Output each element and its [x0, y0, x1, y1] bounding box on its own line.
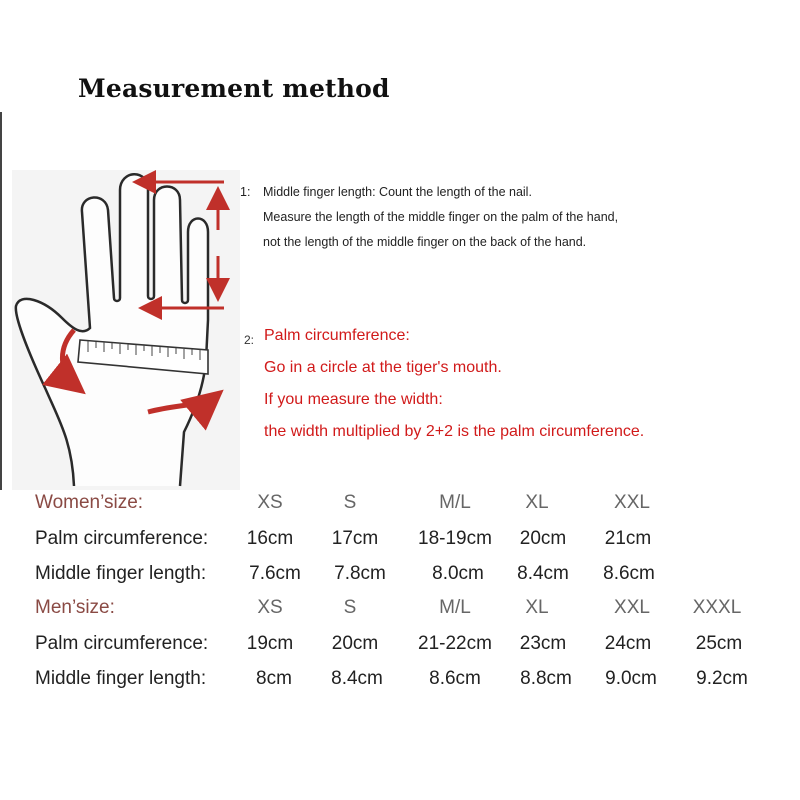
table-cell: 21-22cm: [418, 633, 492, 654]
size-label: XXL: [614, 492, 650, 513]
table-cell: 8.6cm: [429, 668, 481, 689]
men-size-header: Men’size:: [35, 597, 115, 618]
table-cell: 8.4cm: [517, 563, 569, 584]
size-label: S: [343, 492, 357, 513]
table-cell: 16cm: [246, 528, 294, 549]
left-edge-line: [0, 112, 2, 490]
table-cell: 17cm: [331, 528, 379, 549]
step-1-line: Measure the length of the middle finger on the palm of the hand,: [263, 210, 619, 224]
step-1-line: not the length of the middle finger on the back of the hand.: [263, 235, 587, 249]
table-cell: 8.8cm: [520, 668, 572, 689]
palm-circumference-label: Palm circumference:: [35, 633, 209, 654]
step-2-text: [244, 320, 644, 448]
table-cell: 20cm: [331, 633, 379, 654]
table-cell: 8.6cm: [603, 563, 655, 584]
women-palm-row: [0, 528, 800, 552]
table-cell: 21cm: [604, 528, 652, 549]
step-2-line: Go in a circle at the tiger's mouth.: [264, 359, 502, 376]
women-finger-row: [0, 563, 800, 587]
men-header-row: [0, 597, 800, 621]
middle-finger-length-label: Middle finger length:: [35, 668, 207, 689]
table-cell: 8.0cm: [432, 563, 484, 584]
table-cell: 8cm: [256, 668, 292, 689]
women-header-row: [0, 492, 800, 516]
size-label: XL: [525, 492, 549, 513]
table-cell: 20cm: [519, 528, 567, 549]
table-cell: 9.0cm: [605, 668, 657, 689]
table-cell: 19cm: [246, 633, 294, 654]
step-1-number: 1:: [240, 185, 251, 199]
step-2-number: 2:: [244, 333, 255, 347]
table-cell: 18-19cm: [418, 528, 492, 549]
page-title: Measurement method: [78, 74, 390, 103]
size-label: XXXL: [692, 597, 742, 618]
table-cell: 7.6cm: [249, 563, 301, 584]
size-label: XS: [257, 492, 283, 513]
men-finger-row: [0, 668, 800, 692]
table-cell: 23cm: [519, 633, 567, 654]
size-label: XXL: [614, 597, 650, 618]
table-cell: 25cm: [695, 633, 743, 654]
step-2-line: Palm circumference:: [264, 327, 410, 344]
step-1-line: Middle finger length: Count the length of the nail.: [263, 185, 532, 199]
table-cell: 9.2cm: [696, 668, 748, 689]
hand-illustration: [12, 170, 240, 490]
size-label: M/L: [439, 597, 471, 618]
size-label: S: [343, 597, 357, 618]
size-label: M/L: [439, 492, 471, 513]
table-cell: 8.4cm: [331, 668, 383, 689]
palm-circumference-label: Palm circumference:: [35, 528, 209, 549]
table-cell: 24cm: [604, 633, 652, 654]
step-2-line: the width multiplied by 2+2 is the palm circumference.: [264, 423, 645, 440]
step-2-line: If you measure the width:: [264, 391, 443, 408]
step-1-text: [240, 180, 618, 255]
women-size-header: Women’size:: [35, 492, 144, 513]
men-palm-row: [0, 633, 800, 657]
middle-finger-length-label: Middle finger length:: [35, 563, 207, 584]
size-label: XL: [525, 597, 549, 618]
size-label: XS: [257, 597, 283, 618]
table-cell: 7.8cm: [334, 563, 386, 584]
